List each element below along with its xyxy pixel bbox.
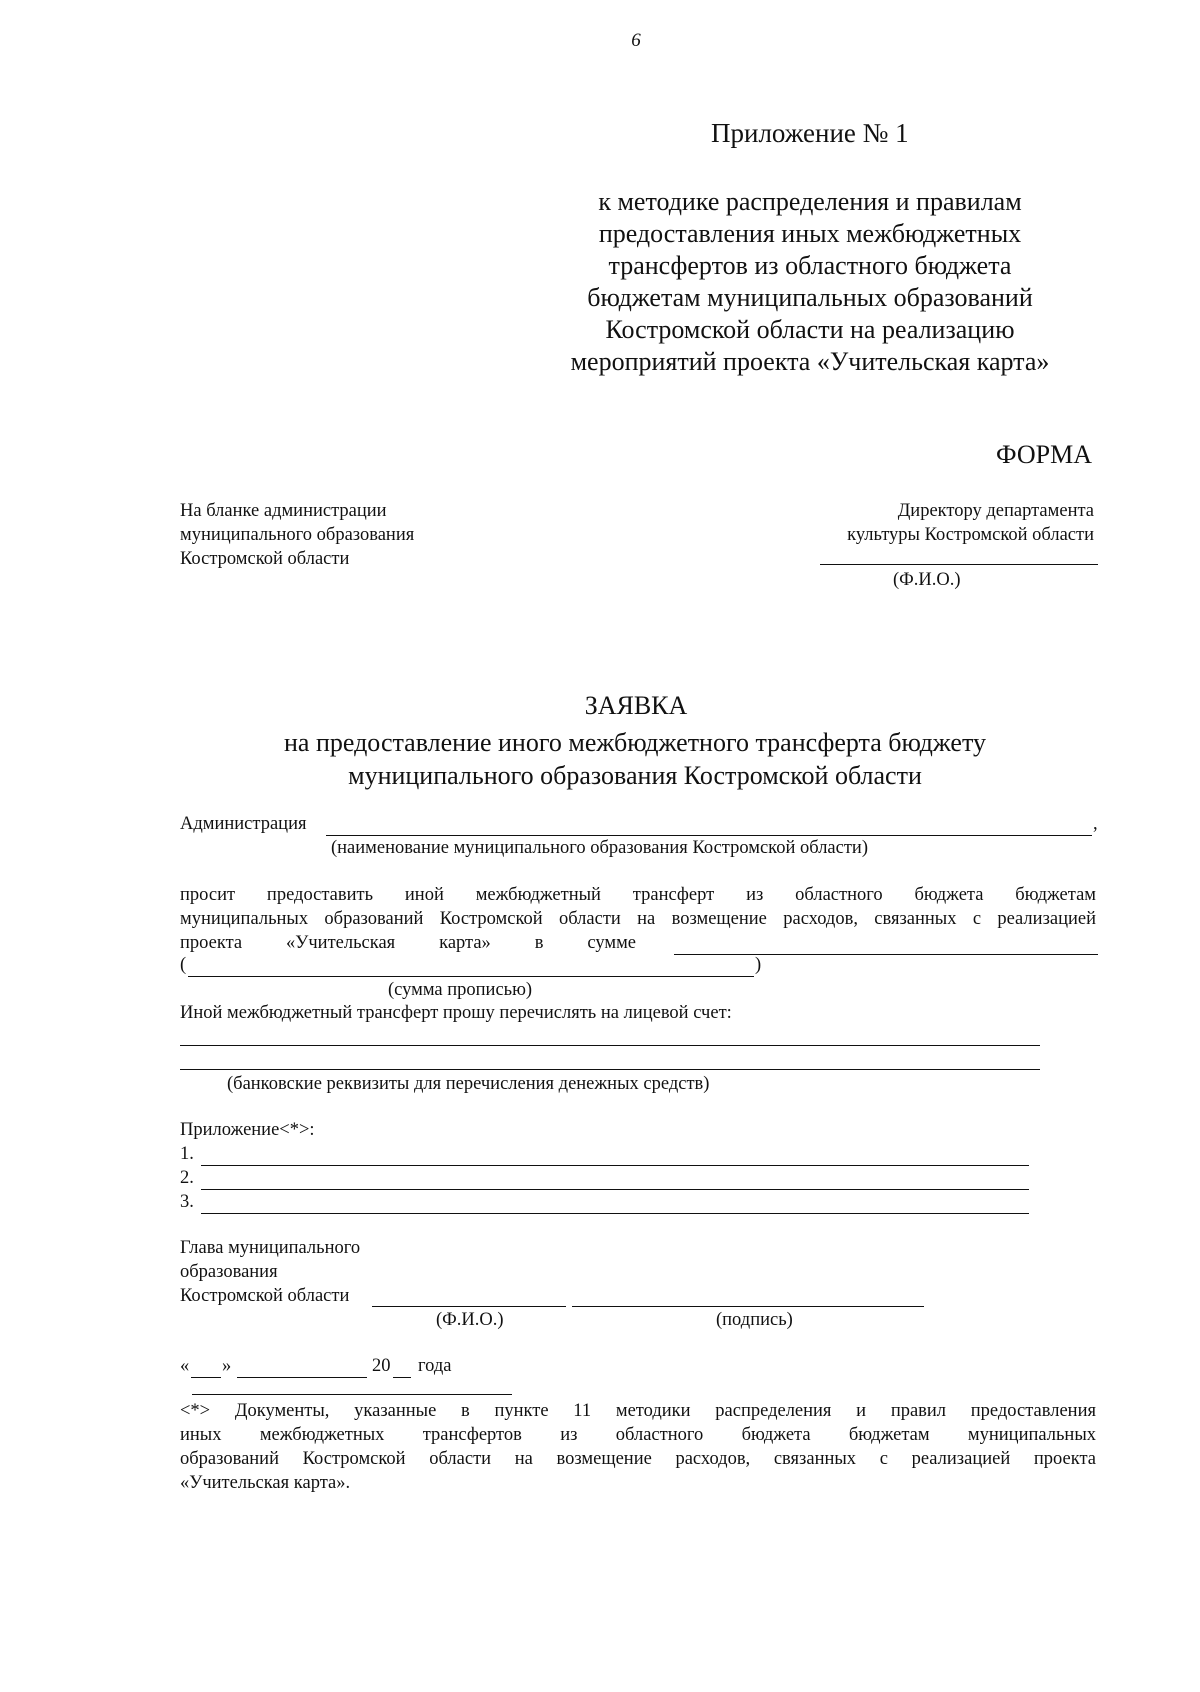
method-line: Костромской области на реализацию (605, 315, 1015, 344)
attachment-number: 2. (180, 1168, 194, 1188)
subtitle-line: муниципального образования Костромской области (348, 761, 922, 790)
date-suffix: года (418, 1356, 452, 1376)
admin-caption: (наименование муниципального образования Костромской области) (331, 838, 868, 858)
head-title-line: Глава муниципального (180, 1238, 361, 1258)
bank-caption: (банковские реквизиты для перечисления денежных средств) (227, 1074, 710, 1094)
letterhead-note (180, 499, 414, 571)
head-signature-field[interactable] (572, 1288, 924, 1307)
head-fio-caption: (Ф.И.О.) (436, 1310, 504, 1330)
admin-name-field[interactable] (326, 817, 1092, 836)
head-title (180, 1236, 360, 1308)
request-line: проекта «Учительская карта» в сумме (180, 933, 636, 953)
attachment-field-3[interactable] (201, 1195, 1029, 1214)
footnote-line: иных межбюджетных трансфертов из областного бюджета бюджетам муниципальных (180, 1425, 1096, 1445)
account-text: Иной межбюджетный трансферт прошу перечислять на лицевой счет: (180, 1003, 732, 1023)
method-line: бюджетам муниципальных образований (587, 283, 1033, 312)
letterhead-line: На бланке администрации (180, 501, 387, 521)
application-title: ЗАЯВКА (584, 691, 688, 720)
addressee-line: Директору департамента (897, 501, 1094, 521)
request-line: муниципальных образований Костромской области на возмещение расходов, связанных с реализацией (180, 909, 1096, 929)
date-year-prefix: 20 (372, 1356, 391, 1376)
footnote-divider (192, 1394, 512, 1395)
method-line: мероприятий проекта «Учительская карта» (570, 347, 1050, 376)
attachment-number: 1. (180, 1144, 194, 1164)
date-open-quote: « (180, 1356, 190, 1376)
date-close-quote: » (222, 1356, 232, 1376)
addressee-line: культуры Костромской области (847, 525, 1094, 545)
form-label: ФОРМА (996, 440, 1092, 469)
head-fio-field[interactable] (372, 1288, 566, 1307)
addressee-fio-field[interactable] (820, 564, 1098, 565)
appendix-title: Приложение № 1 (711, 118, 909, 148)
request-line: просит предоставить иной межбюджетный трансферт из областного бюджета бюджетам (180, 885, 1096, 905)
date-month-field[interactable] (237, 1359, 367, 1378)
attachment-field-2[interactable] (201, 1171, 1029, 1190)
bank-details-field-2[interactable] (180, 1052, 1040, 1070)
footnote-line: образований Костромской области на возмещение расходов, связанных с реализацией проекта (180, 1449, 1096, 1469)
date-day-field[interactable] (191, 1359, 221, 1378)
method-line: к методике распределения и правилам (598, 187, 1022, 216)
head-title-line: Костромской области (180, 1286, 350, 1306)
method-line: трансфертов из областного бюджета (608, 251, 1012, 280)
attachment-number: 3. (180, 1192, 194, 1212)
letterhead-line: Костромской области (180, 549, 350, 569)
footnote-line: «Учительская карта». (180, 1473, 351, 1493)
method-line: предоставления иных межбюджетных (598, 219, 1022, 248)
addressee-fio-caption: (Ф.И.О.) (893, 570, 961, 590)
paren-close: ) (755, 955, 762, 975)
admin-label: Администрация (180, 814, 307, 834)
head-title-line: образования (180, 1262, 278, 1282)
footnote-line: <*> Документы, указанные в пункте 11 методики распределения и правил предоставления (180, 1401, 1096, 1421)
bank-details-field-1[interactable] (180, 1028, 1040, 1046)
subtitle-line: на предоставление иного межбюджетного трансферта бюджету (284, 728, 986, 757)
date-year-field[interactable] (393, 1359, 411, 1378)
letterhead-line: муниципального образования (180, 525, 415, 545)
sum-words-field[interactable] (188, 957, 754, 977)
paren-open: ( (180, 955, 187, 975)
sum-caption: (сумма прописью) (388, 980, 533, 1000)
head-signature-caption: (подпись) (716, 1310, 793, 1330)
application-subtitle (110, 726, 1160, 792)
method-reference (540, 186, 1080, 378)
addressee-block (847, 499, 1094, 547)
sum-field[interactable] (674, 935, 1098, 955)
attachments-label: Приложение<*>: (180, 1120, 315, 1140)
footnote (180, 1399, 1096, 1495)
page-number: 6 (631, 30, 641, 51)
attachment-field-1[interactable] (201, 1147, 1029, 1166)
admin-comma: , (1093, 814, 1098, 834)
